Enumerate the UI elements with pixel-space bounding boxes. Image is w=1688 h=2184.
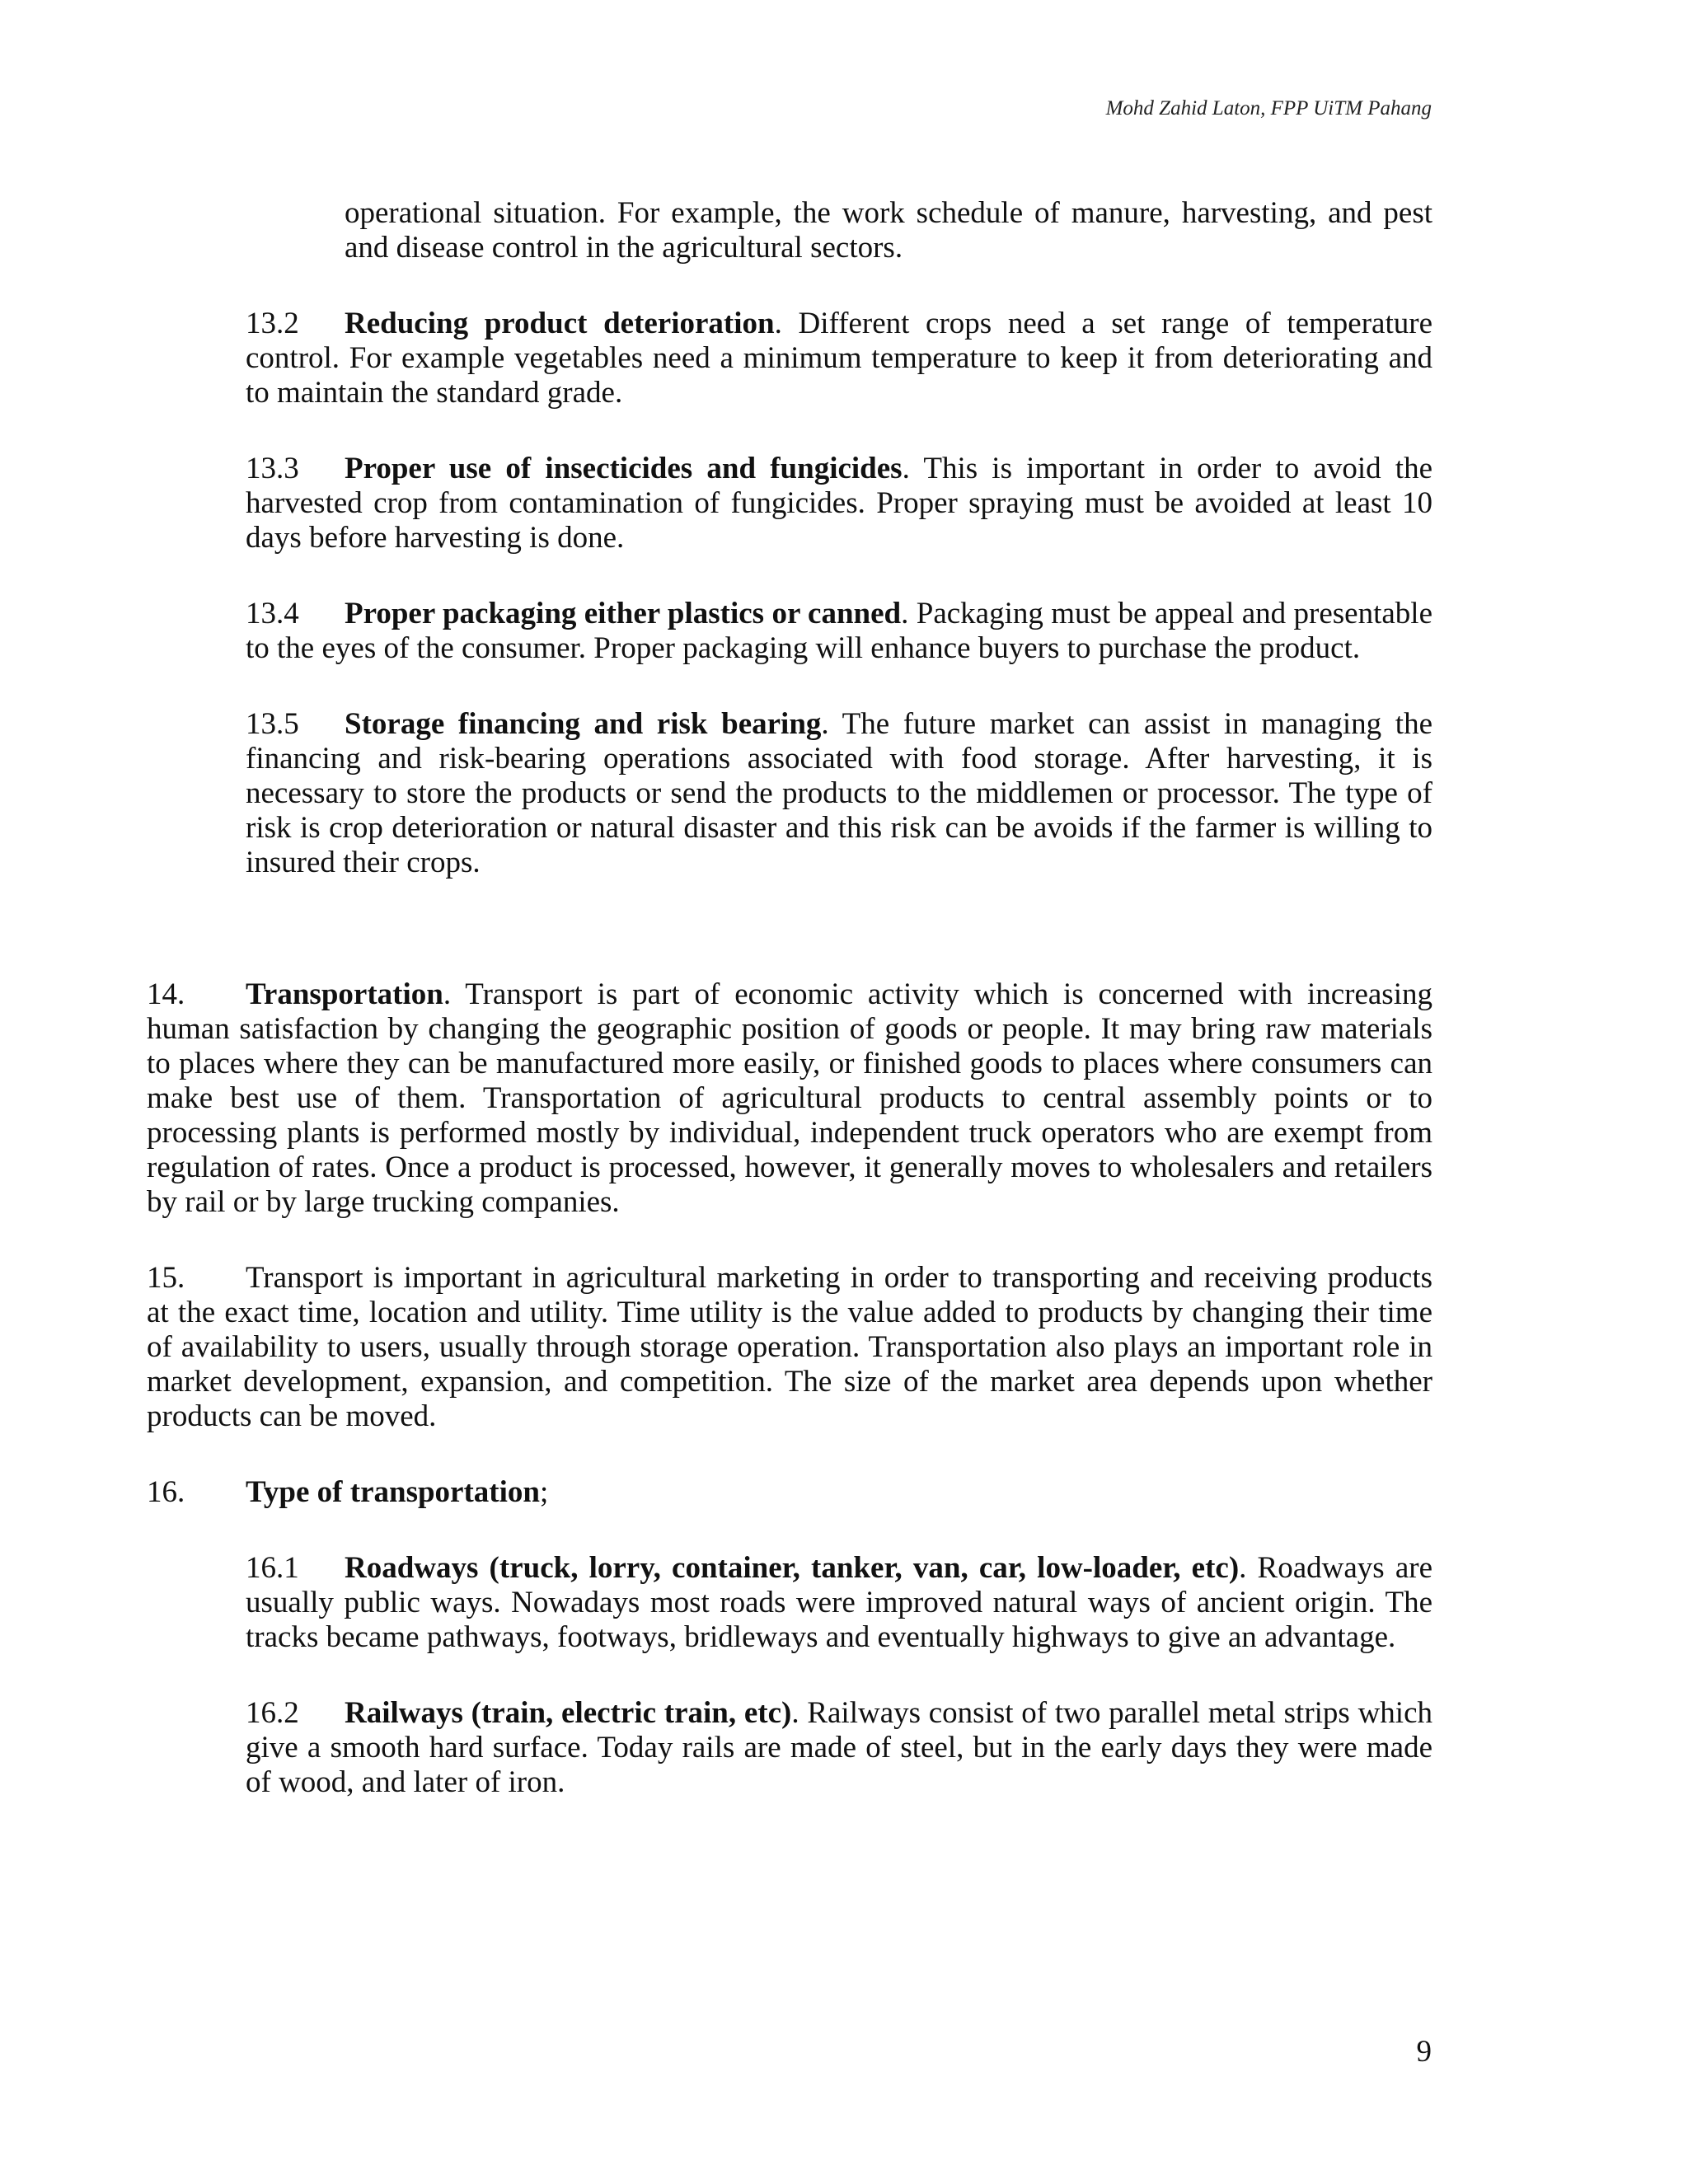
paragraph-title: Type of transportation (246, 1475, 540, 1509)
subsection-title: Proper packaging either plastics or canned (345, 597, 902, 630)
subsection-title: Reducing product deterioration (345, 307, 775, 340)
subsection-title: Proper use of insecticides and fungicides (345, 452, 903, 485)
paragraph-text: Transport is important in agricultural marketing in order to transporting and receiving products at the exact time, location and utility. Time utility is the value added to products by changing their time of availability to users, usually through storage operation. Transportation also plays an important role in market development, expansion, and competition. The size of the market area depends upon whether products can be moved. (147, 1261, 1432, 1433)
paragraph-15 (147, 1261, 1432, 1434)
subsection-number: 13.5 (246, 707, 299, 741)
paragraph-suffix: ; (539, 1475, 549, 1509)
paragraph-14 (147, 977, 1432, 1220)
subsection-number: 16.1 (246, 1551, 299, 1585)
subsection-16-2 (246, 1696, 1432, 1800)
subsection-13-4 (246, 597, 1432, 666)
page-number: 9 (1416, 2035, 1432, 2069)
subsection-text: . Different crops need a set range of temperature control. For example vegetables need a minimum temperature to keep it from deteriorating and to maintain the standard grade. (246, 307, 1433, 410)
subsection-number: 13.4 (246, 597, 299, 630)
subsection-text: . This is important in order to avoid the harvested crop from contamination of fungicides. Proper spraying must be avoided at least 10 days before harvesting is done. (246, 452, 1432, 555)
continuation-paragraph (345, 196, 1432, 265)
subsection-text: . The future market can assist in managing the financing and risk-bearing operations associated with food storage. After harvesting, it is necessary to store the products or send the products to the middlemen or processor. The type of risk is crop deterioration or natural disaster and this risk can be avoids if the farmer is willing to insured their crops. (246, 707, 1432, 879)
paragraph-16 (147, 1475, 1432, 1510)
continuation-text: operational situation. For example, the work schedule of manure, harvesting, and pest and disease control in the agricultural sectors. (345, 196, 1432, 265)
subsection-title: Roadways (truck, lorry, container, tanker, van, car, low-loader, etc) (345, 1551, 1240, 1585)
subsection-text: . Packaging must be appeal and presentable to the eyes of the consumer. Proper packaging will enhance buyers to purchase the product. (246, 597, 1432, 665)
subsection-title: Storage financing and risk bearing (345, 707, 822, 741)
subsection-title: Railways (train, electric train, etc) (345, 1696, 792, 1730)
paragraph-text: . Transport is part of economic activity which is concerned with increasing human satisfaction by changing the geographic position of goods or people. It may bring raw materials to places where they can be manufactured more easily, or finished goods to places where consumers can make best use of them. Transportation of agricultural products to central assembly points or to processing plants is performed mostly by individual, independent truck operators who are exempt from regulation of rates. Once a product is processed, however, it generally moves to wholesalers and retailers by rail or by large trucking companies. (147, 977, 1432, 1219)
running-header: Mohd Zahid Laton, FPP UiTM Pahang (1105, 97, 1432, 120)
subsection-13-3 (246, 452, 1432, 555)
paragraph-number: 15. (147, 1261, 185, 1295)
document-body (147, 196, 1433, 1800)
paragraph-number: 16. (147, 1475, 185, 1509)
subsection-number: 13.2 (246, 307, 299, 340)
subsection-text: . Roadways are usually public ways. Nowadays most roads were improved natural ways of ancient origin. The tracks became pathways, footways, bridleways and eventually highways to give an advantage. (246, 1551, 1432, 1654)
subsection-13-2 (246, 307, 1432, 410)
subsection-13-5 (246, 707, 1432, 880)
paragraph-title: Transportation (246, 977, 443, 1011)
subsection-number: 13.3 (246, 452, 299, 485)
paragraph-number: 14. (147, 977, 185, 1011)
subsection-16-1 (246, 1551, 1432, 1655)
subsection-text: . Railways consist of two parallel metal strips which give a smooth hard surface. Today rails are made of steel, but in the early days they were made of wood, and later of iron. (246, 1696, 1432, 1799)
subsection-number: 16.2 (246, 1696, 299, 1730)
